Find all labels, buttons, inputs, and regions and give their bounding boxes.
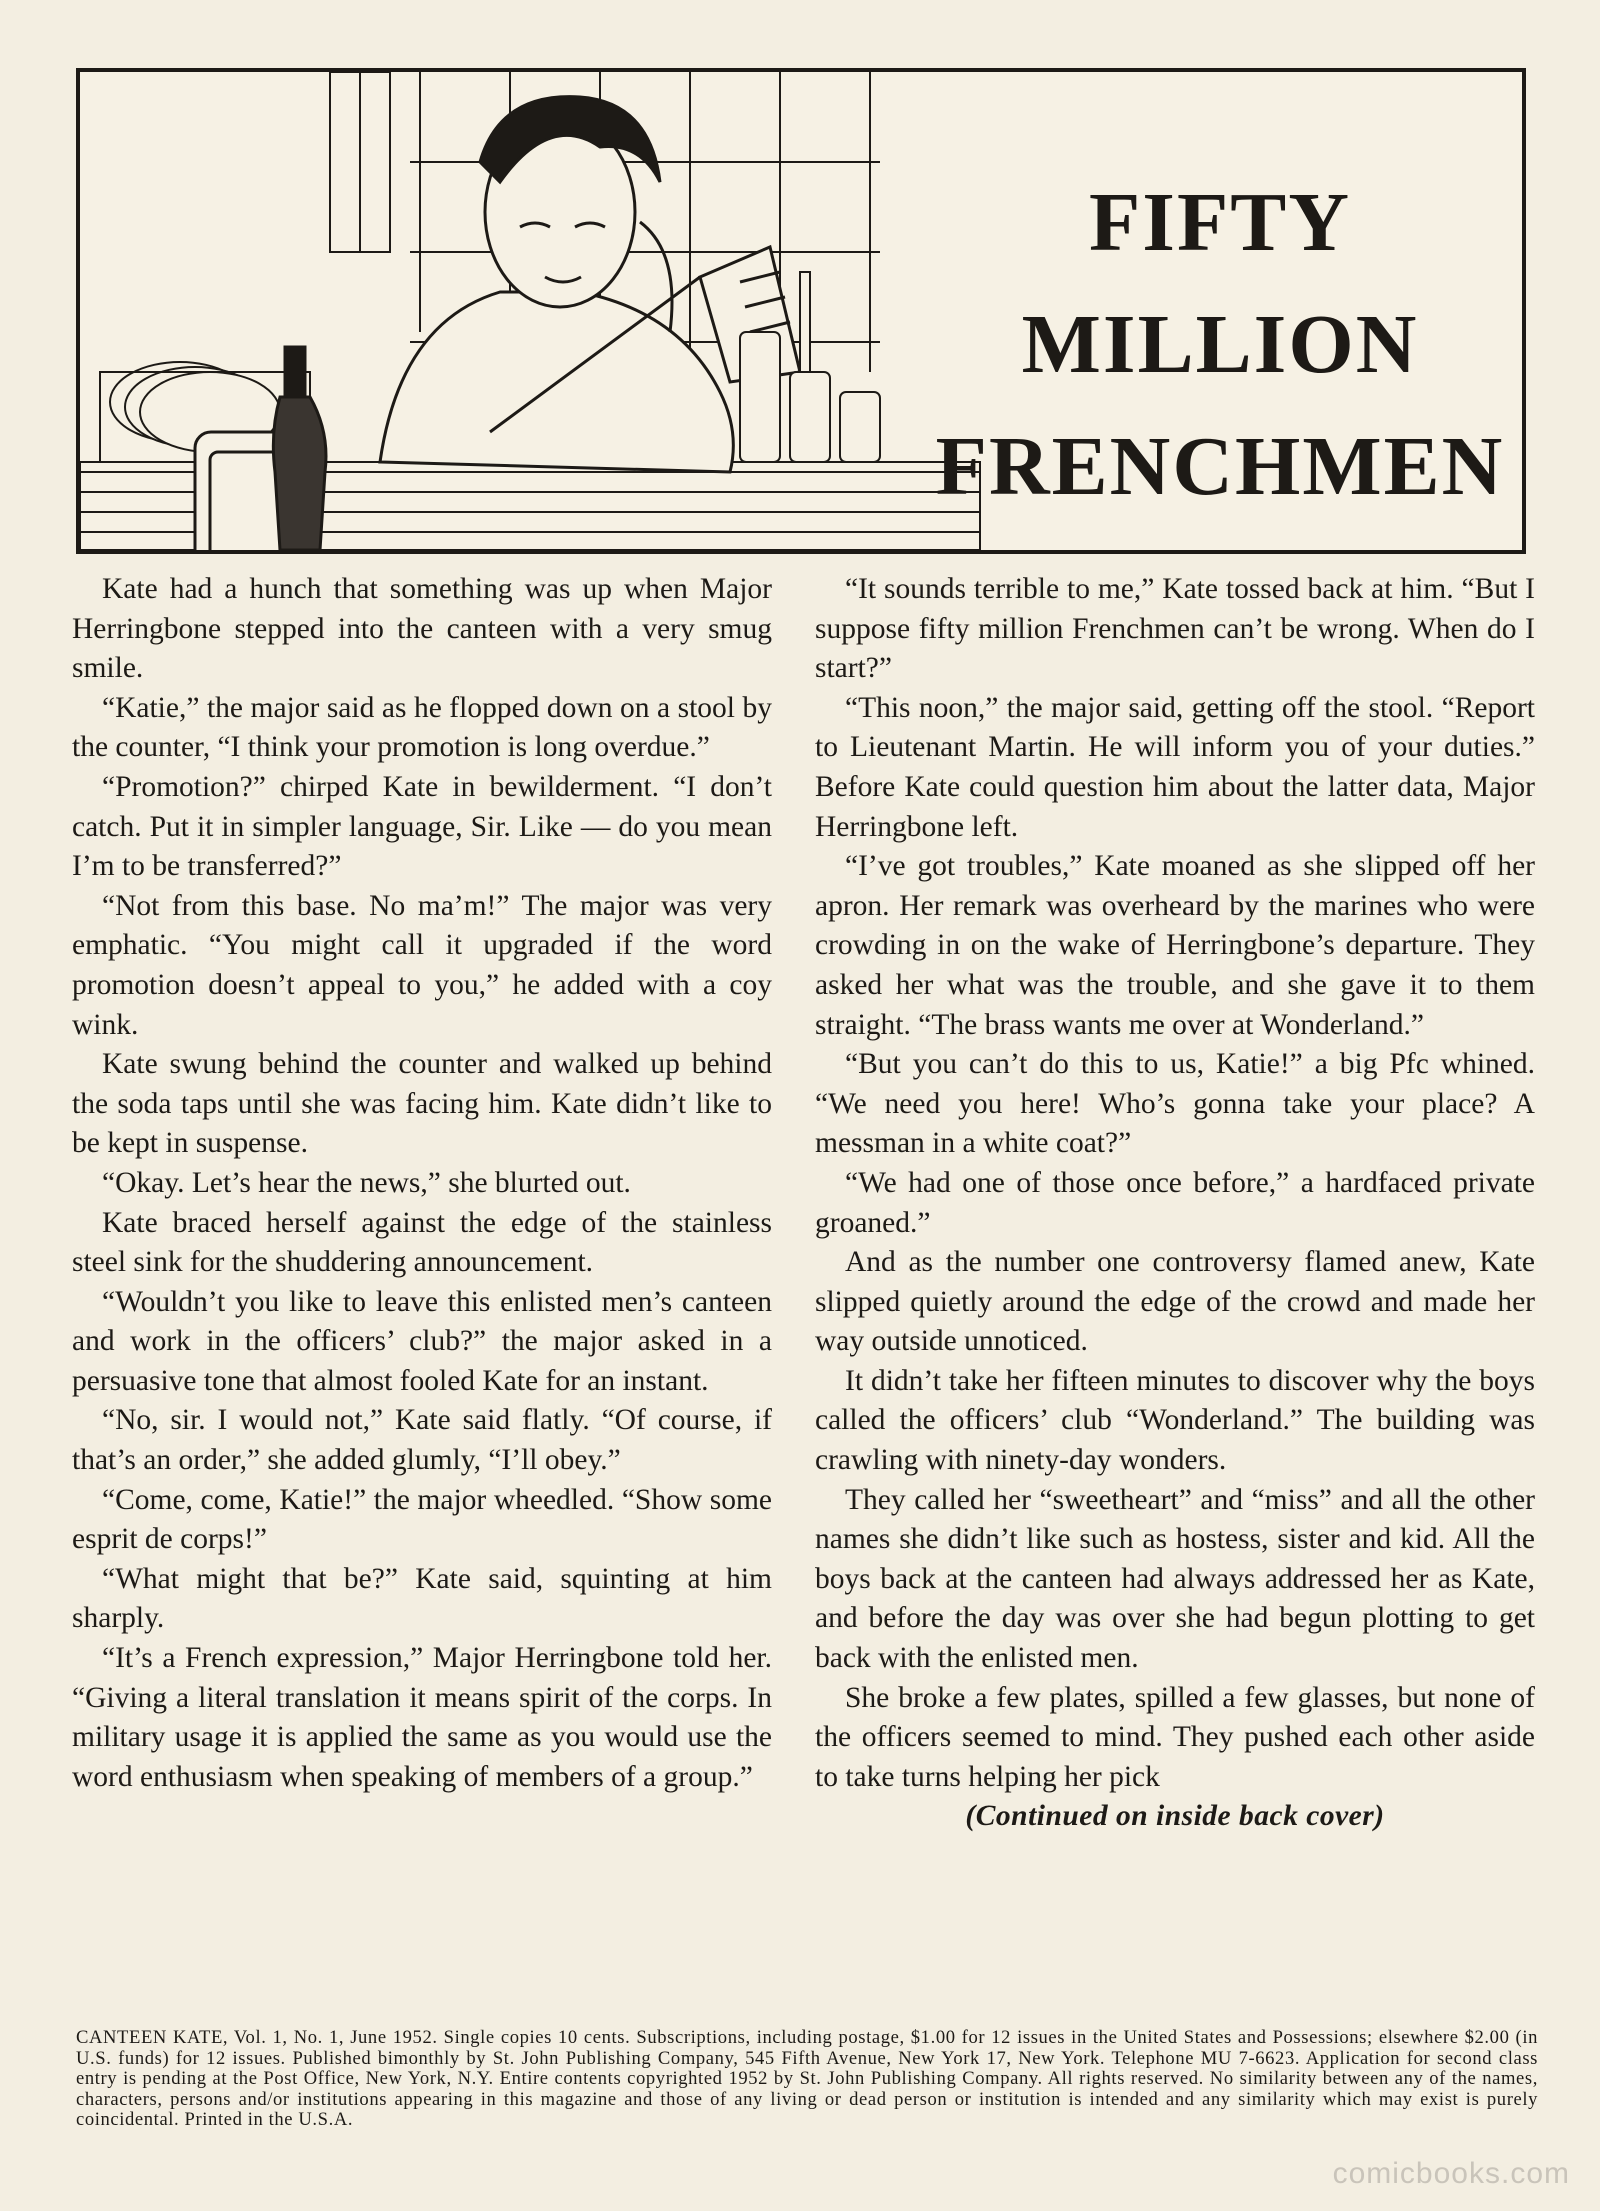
- bottle: [273, 347, 326, 550]
- title-line: FIFTY: [1089, 176, 1351, 269]
- paragraph: “It’s a French expression,” Major Herringbone told her. “Giving a literal translation it means spirit of the corps. In military usage it is applied the same as you would use the word enthusiasm when speaking of members of a group.”: [72, 1642, 772, 1793]
- paragraph: Kate braced herself against the edge of the stainless steel sink for the shuddering announcement.: [72, 1206, 772, 1279]
- paragraph: She broke a few plates, spilled a few glasses, but none of the officers seemed to mind. They pushed each other aside to take turns helping her pick: [815, 1681, 1535, 1793]
- paragraph: Kate swung behind the counter and walked up behind the soda taps until she was facing him. Kate didn’t like to be kept in suspense.: [72, 1048, 772, 1160]
- paragraph: And as the number one controversy flamed anew, Kate slipped quietly around the edge of the crowd and made her way outside unnoticed.: [815, 1246, 1535, 1358]
- paragraph: “But you can’t do this to us, Katie!” a big Pfc whined. “We need you here! Who’s gonna take your place? A messman in a white coat?”: [815, 1048, 1535, 1160]
- paragraph: They called her “sweetheart” and “miss” and all the other names she didn’t like such as hostess, sister and kid. All the boys back at the canteen had always addressed her as Kate, and before the day was over she had begun plotting to get back with the enlisted men.: [815, 1483, 1535, 1675]
- watermark: comicbooks.com: [1332, 2157, 1570, 2190]
- paragraph: “We had one of those once before,” a hardfaced private groaned.”: [815, 1166, 1535, 1239]
- paragraph: It didn’t take her fifteen minutes to discover why the boys called the officers’ club “Wonderland.” The building was crawling with ninety-day wonders.: [815, 1364, 1535, 1477]
- paragraph: “Wouldn’t you like to leave this enlisted men’s canteen and work in the officers’ club?” the major asked in a persuasive tone that almost fooled Kate for an instant.: [72, 1285, 772, 1397]
- left-column: [72, 570, 772, 1797]
- paragraph: “Okay. Let’s hear the news,” she blurted out.: [102, 1166, 631, 1199]
- title-line: FRENCHMEN: [935, 420, 1505, 513]
- kate-figure: [380, 97, 800, 472]
- paragraph: “What might that be?” Kate said, squinting at him sharply.: [72, 1562, 772, 1635]
- paragraph: Kate had a hunch that something was up when Major Herringbone stepped into the canteen with a very smug smile.: [72, 573, 772, 685]
- paragraph: “It sounds terrible to me,” Kate tossed back at him. “But I suppose fifty million Frenchmen can’t be wrong. When do I start?”: [815, 573, 1535, 685]
- paragraph: “Not from this base. No ma’m!” The major was very emphatic. “You might call it upgraded if the word promotion doesn’t appeal to you,” he added with a coy wink.: [72, 889, 772, 1041]
- paragraph: “No, sir. I would not,” Kate said flatly. “Of course, if that’s an order,” she added glumly, “I’ll obey.”: [72, 1404, 772, 1477]
- paragraph: “I’ve got troubles,” Kate moaned as she slipped off her apron. Her remark was overheard by the marines who were crowding in on the wake of Herringbone’s departure. They asked her what was the trouble, and she gave it to them straight. “The brass wants me over at Wonderland.”: [815, 850, 1535, 1041]
- paragraph: “Come, come, Katie!” the major wheedled. “Show some esprit de corps!”: [72, 1483, 772, 1556]
- paragraph: “Promotion?” chirped Kate in bewilderment. “I don’t catch. Put it in simpler language, Sir. Like — do you mean I’m to be transferred?”: [72, 770, 772, 883]
- story-title: [930, 162, 1510, 528]
- publication-notice: CANTEEN KATE, Vol. 1, No. 1, June 1952. Single copies 10 cents. Subscriptions, including postage, $1.00 for 12 issues in the United States and Possessions; elsewhere $2.00 (in U.S. funds) for 12 issues. Published bimonthly by St. John Publishing Company, 545 Fifth Avenue, New York 17, New York. Telephone MU 7-6623. Application for second class entry is pending at the Post Office, New York, N.Y. Entire contents copyrighted 1952 by St. John Publishing Company. All rights reserved. No similarity between any of the names, characters, persons and/or institutions appearing in this magazine and those of any living or dead person or institution is intended and any similarity which may exist is purely coincidental. Printed in the U.S.A.: [76, 2027, 1538, 2131]
- right-column: [815, 570, 1535, 1837]
- paragraph: “This noon,” the major said, getting off the stool. “Report to Lieutenant Martin. He will inform you of your duties.” Before Kate could question him about the latter data, Major Herringbone left.: [815, 691, 1535, 843]
- title-line: MILLION: [1021, 298, 1419, 391]
- paragraph: “Katie,” the major said as he flopped down on a stool by the counter, “I think your promotion is long overdue.”: [72, 691, 772, 764]
- story-header: [76, 68, 1526, 554]
- continued-note: (Continued on inside back cover): [965, 1800, 1385, 1833]
